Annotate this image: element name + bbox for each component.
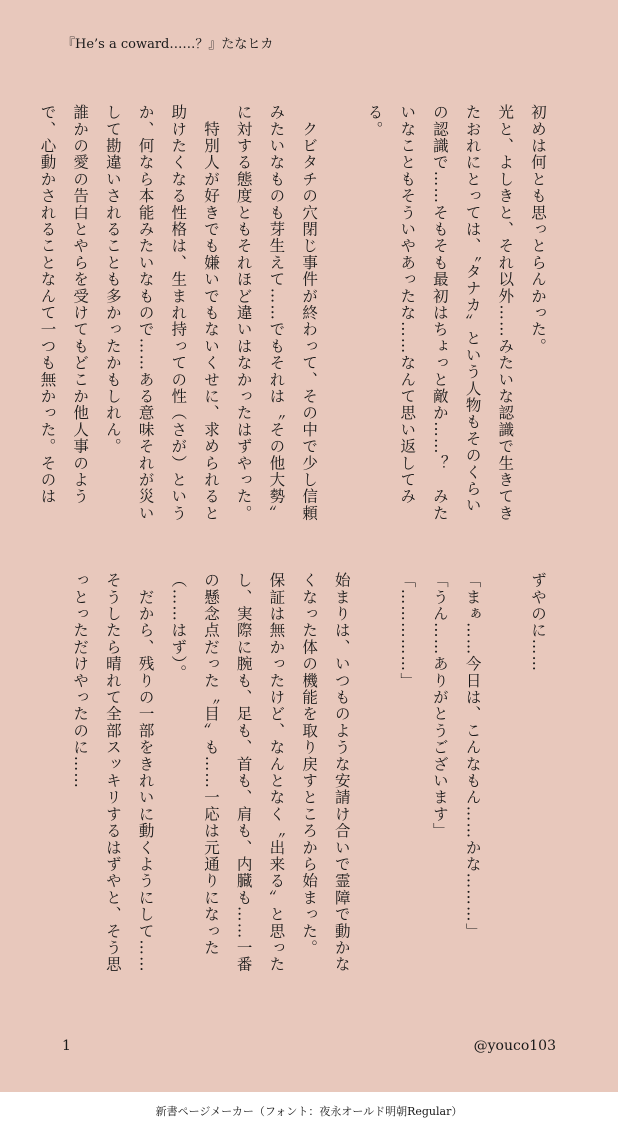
author-handle: @youco103: [473, 1038, 556, 1054]
page-number: 1: [62, 1038, 71, 1054]
maker-credit: 新書ページメーカー（フォント：夜永オールド明朝Regular）: [155, 1105, 463, 1118]
body-text-upper: 初めは何とも思っとらんかった。 光と、よしきと、それ以外……みたいな認識で生きてきたおれにとっては、〝タナカ〟という人物もそのくらいの認識で……そもそも最初はちょっと敵か……？ みたいなこともそういやあったな……なんて思い返してみる。 クビタチの穴閉じ事件が終わって、その中で少し信頼みたいなものも芽生えて……でもそれは〝その他大勢〟に対する態度ともそれほど違いはなかったはずやった。 特別人が好きでも嫌いでもないくせに、求められると助けたくなる性格は、生まれ持っての性（さが）というか、何なら本能みたいなもので……ある意味それが災いして勘違いされることも多かったかもしれん。 誰かの愛の告白とやらを受けてもどこか他人事のようで、心動かされることなんて一つも無かった。そのは: [38, 104, 547, 522]
body-text-lower: ずやのに…… 「まぁ……今日は、こんなもん……かな………」 「うん……ありがとうございます」 「……………」 始まりは、いつものような安請け合いで霊障で動かなくなった体の機能を取り戻すところから始まった。 保証は無かったけど、なんとなく〝出来る〟と思ったし、実際に腕も、足も、首も、肩も、内臓も……一番の懸念点だった〝目〟も……一応は元通りになった（……はず）。 だから、残りの一部をきれいに動くようにして……そうしたら晴れて全部スッキリするはずやと、そう思っとっただけやったのに……: [71, 572, 547, 973]
work-title: 『He’s a coward……？』たなヒカ: [62, 37, 274, 52]
